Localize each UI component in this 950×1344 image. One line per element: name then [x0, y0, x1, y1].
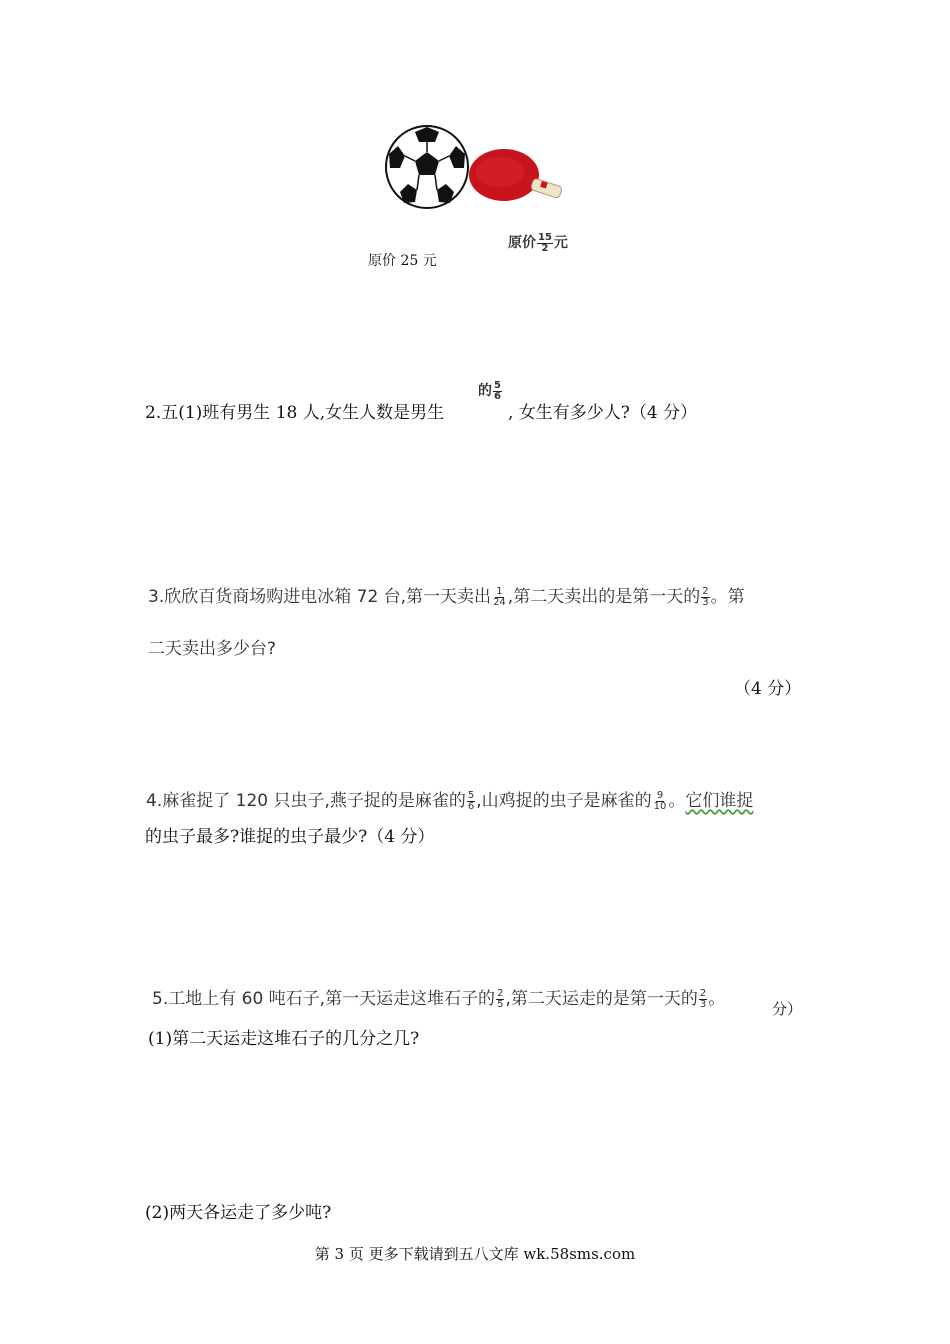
question-2-fraction [478, 380, 503, 402]
question-2-numerator: 5 [494, 379, 501, 391]
question-5-sub-1: (1)第二天运走这堆石子的几分之几? [148, 1029, 420, 1049]
ball-price: 原价 25 元 [368, 253, 437, 269]
paddle-price-prefix: 原价 [508, 235, 536, 251]
question-4-line-2: 的虫子最多?谁捉的虫子最少?（4 分） [145, 827, 435, 847]
question-3-fraction-1-denominator: 24 [493, 596, 506, 608]
question-5-text-c: 。 [708, 989, 726, 1009]
question-3-line-1 [148, 582, 745, 608]
soccer-ball-icon [384, 124, 470, 210]
question-3-fraction-2-numerator: 2 [702, 585, 709, 597]
question-5-fraction-1-numerator: 2 [497, 987, 504, 999]
question-3-score: （4 分） [734, 679, 802, 699]
question-5-fraction-2-numerator: 2 [699, 987, 707, 999]
question-5-fraction-1-denominator: 5 [497, 998, 504, 1010]
question-4-text-a: 4.麻雀捉了 120 只虫子,燕子捉的是麻雀的 [146, 791, 466, 811]
question-5-line-1 [152, 984, 725, 1010]
question-2-denominator: 6 [494, 390, 501, 402]
question-3-text-b: ,第二天卖出的是第一天的 [507, 587, 701, 607]
question-4-fraction-2-numerator: 9 [656, 789, 664, 801]
page-footer: 第 3 页 更多下载请到五八文库 wk.58sms.com [314, 1245, 636, 1263]
paddle-price-denominator: 2 [541, 242, 549, 254]
question-4-text-d: 它们谁捉 [685, 791, 754, 811]
question-3-fraction-1-numerator: 1 [496, 585, 503, 597]
question-5-score-tail: 分） [772, 1000, 803, 1018]
question-2-de: 的 [478, 383, 492, 399]
question-5-text-a: 5.工地上有 60 吨石子,第一天运走这堆石子的 [152, 989, 496, 1009]
question-2-part-a: 2.五(1)班有男生 18 人,女生人数是男生 [145, 403, 445, 423]
question-4-fraction-1-numerator: 5 [467, 789, 475, 801]
question-3-line-2: 二天卖出多少台? [148, 639, 277, 659]
question-4-text-c: 。 [668, 791, 686, 811]
question-4-fraction-1-denominator: 6 [467, 800, 475, 812]
paddle-price [508, 232, 568, 254]
question-5-text-b: ,第二天运走的是第一天的 [505, 989, 698, 1009]
question-4-fraction-2-denominator: 10 [653, 800, 667, 812]
question-3-text-a: 3.欣欣百货商场购进电冰箱 72 台,第一天卖出 [148, 587, 492, 607]
question-2-part-c: , 女生有多少人?（4 分） [508, 403, 698, 423]
question-5-fraction-2-denominator: 3 [699, 998, 707, 1010]
question-5-sub-2: (2)两天各运走了多少吨? [145, 1203, 332, 1223]
question-4-text-b: ,山鸡捉的虫子是麻雀的 [476, 791, 652, 811]
paddle-price-numerator: 15 [538, 231, 552, 243]
question-4-line-1 [146, 786, 753, 812]
question-3-fraction-2-denominator: 3 [702, 596, 709, 608]
paddle-price-suffix: 元 [553, 235, 568, 251]
ping-pong-paddle-icon [468, 148, 568, 206]
question-3-text-c: 。第 [710, 587, 745, 607]
